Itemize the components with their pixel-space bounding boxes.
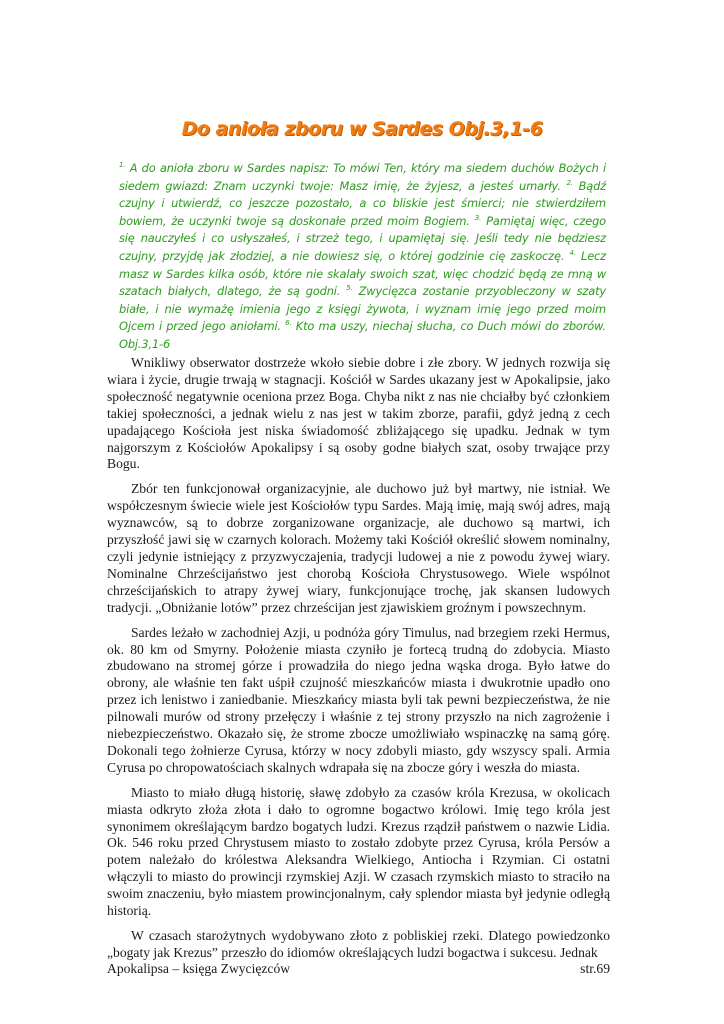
verse-number: 3. [474,213,482,222]
verse-text: Lecz masz w Sardes kilka osób, które nie skalały swoich szat, więc chodzić będą ze mną w szatach białych, dlatego, że są godni. [119,248,606,299]
page-footer [107,961,610,977]
body-text [107,355,610,970]
verse-number: 5. [346,284,353,293]
verse-number: 4. [569,249,576,258]
verse-text: Pamiętaj więc, czego się nauczyłeś i co usłyszałeś, i strzeż tego, i upamiętaj się. Jeśli tedy nie będziesz czujny, przyjdę jak złodziej, a nie dowiesz się, o której godzinie cię zaskoczę. [119,213,606,263]
scripture-quote [119,160,606,354]
paragraph: Miasto to miało długą historię, sławę zdobyło za czasów króla Krezusa, w okolicach miasta odkryto złoża złota i dało to ogromne bogactwo królowi. Imię tego króla jest synonimem określającym bardzo bogatych ludzi. Krezus rządził państwem o nazwie Lidia. Ok. 546 roku przed Chrystusem miasto to zostało zdobyte przez Cyrusa, króla Persów a potem należało do królestwa Aleksandra Wielkiego, Antiocha i Rzymian. Ci ostatni włączyli to miasto do prowincji rzymskiej Azji. W czasach rzymskich miasto to straciło na swoim znaczeniu, było miastem prowincjonalnym, cały splendor miasta był jedynie odległą historią. [107,784,610,919]
verse-number: 6. [285,319,292,328]
page-title: Do anioła zboru w Sardes Obj.3,1-6 [181,118,543,140]
paragraph: Wnikliwy obserwator dostrzeże wkoło siebie dobre i złe zbory. W jednych rozwija się wiara i życie, drugie trwają w stagnacji. Kościół w Sardes ukazany jest w Apokalipsie, jako społeczność negatywnie oceniona przez Boga. Chyba nikt z nas nie chciałby być członkiem takiej społeczności, a jednak wielu z nas jest w takim zborze, parafii, gdyż jedną z cech upadającego Kościoła jest niska świadomość zbliżającego się upadku. Jednak w tym najgorszym z Kościołów Apokalipsy i są osoby godne białych szat, osoby trwające przy Bogu. [107,355,610,472]
verse-number: 2. [566,178,573,187]
page-number: str.69 [580,961,610,976]
verse-text: A do anioła zboru w Sardes napisz: To mówi Ten, który ma siedem duchów Bożych i siedem gwiazd: Znam uczynki twoje: Masz imię, że żyjesz, a jesteś umarły. [119,161,606,193]
paragraph: Zbór ten funkcjonował organizacyjnie, ale duchowo już był martwy, nie istniał. We współczesnym świecie wiele jest Kościołów typu Sardes. Mają imię, mają swój adres, mają wyznawców, są to dobrze zorganizowane organizacje, ale duchowo są martwi, ich przyszłość jawi się w czarnych kolorach. Możemy taki Kościół określić słowem nominalny, czyli jedynie istniejący z przyzwyczajenia, tradycji ludowej a nie z powodu żywej wiary. Nominalne Chrześcijaństwo jest chorobą Kościoła Chrystusowego. Wiele wspólnot chrześcijańskich to atrapy żywej wiary, funkcjonujące trochę, jak skansen ludowych tradycji. „Obniżanie lotów” przez chrześcijan jest zjawiskiem groźnym i powszechnym. [107,481,610,615]
paragraph: W czasach starożytnych wydobywano złoto z pobliskiej rzeki. Dlatego powiedzonko „bogaty jak Krezus” przeszło do idiomów określających ludzi bogactwa i sukcesu. Jednak [107,928,610,960]
footer-book-title: Apokalipsa – księga Zwycięzców [107,961,291,976]
verse-number: 1. [119,161,126,170]
paragraph: Sardes leżało w zachodniej Azji, u podnóża góry Timulus, nad brzegiem rzeki Hermus, ok. 80 km od Smyrny. Położenie miasta czyniło je fortecą trudną do zdobycia. Miasto zbudowano na stromej górze i prowadziła do niego jedna wąska droga. Było łatwe do obrony, ale właśnie ten fakt uśpił czujność mieszkańców miasta i dwukrotnie upadło ono przez ich lenistwo i zaniedbanie. Mieszkańcy miasta byli tak pewni bezpieczeństwa, że nie pilnowali murów od strony przełęczy i właśnie z tej strony przyszło na nich zagrożenie i niebezpieczeństwo. Okazało się, że strome zbocze umożliwiało wspinaczkę na samą górę. Dokonali tego żołnierze Cyrusa, którzy w nocy zdobyli miasto, gdy wszyscy spali. Armia Cyrusa po chropowatościach skalnych wdrapała się na zbocze góry i weszła do miasta. [107,624,610,775]
verse-text: Bądź czujny i utwierdź, co jeszcze pozostało, a co bliskie jest śmierci; nie stwierdziłem bowiem, że uczynki twoje są doskonałe przed moim Bogiem. [119,178,607,228]
verse-text: Zwycięzca zostanie przyobleczony w szaty białe, i nie wymażę imienia jego z księgi żywota, i wyznam imię jego przed moim Ojcem i przed jego aniołami. [119,284,606,334]
verse-text: Kto ma uszy, niechaj słucha, co Duch mówi do zborów. Obj.3,1-6 [119,319,606,351]
